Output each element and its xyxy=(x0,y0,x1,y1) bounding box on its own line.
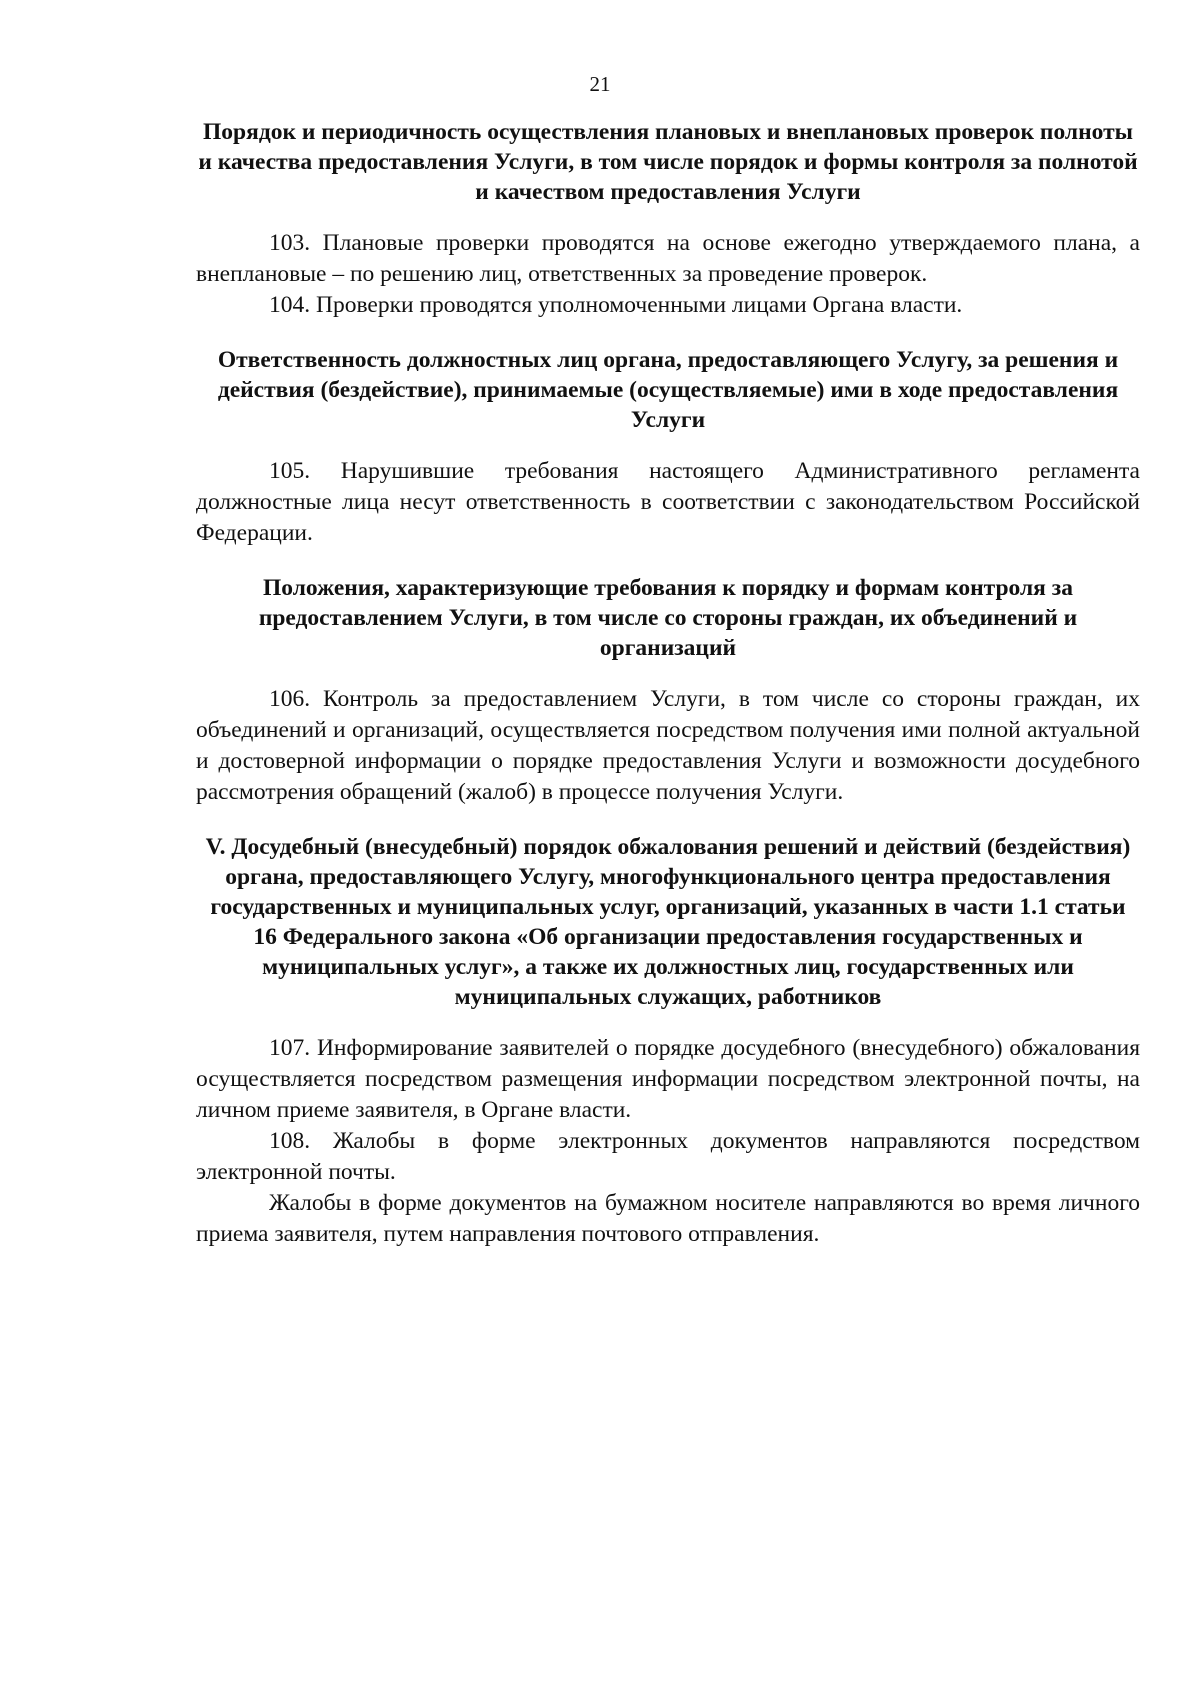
paragraph-105: 105. Нарушившие требования настоящего Административного регламента должностные лица несут ответственность в соответствии с законодательством Российской Федерации. xyxy=(196,458,1140,546)
paragraph-103: 103. Плановые проверки проводятся на основе ежегодно утверждаемого плана, а внеплановые – по решению лиц, ответственных за проведение проверок. xyxy=(196,230,1140,287)
section-heading: Положения, характеризующие требования к порядку и формам контроля за предоставлением Услуги, в том числе со стороны граждан, их объединений и организаций xyxy=(258,575,1078,661)
document-body xyxy=(196,117,1140,1250)
paragraph-108: 108. Жалобы в форме электронных документов направляются посредством электронной почты. xyxy=(196,1128,1140,1185)
section-appeal-procedure xyxy=(196,832,1140,1250)
section-heading: Порядок и периодичность осуществления плановых и внеплановых проверок полноты и качества предоставления Услуги, в том числе порядок и формы контроля за полнотой и качеством предоставления Услуги xyxy=(198,119,1138,205)
paragraph-106: 106. Контроль за предоставлением Услуги, в том числе со стороны граждан, их объединений и организаций, осуществляется посредством получения ими полной актуальной и достоверной информации о порядке предоставления Услуги и возможности досудебного рассмотрения обращений (жалоб) в процессе получения Услуги. xyxy=(196,686,1140,805)
section-responsibility xyxy=(196,345,1140,549)
section-heading: V. Досудебный (внесудебный) порядок обжалования решений и действий (бездействия) органа, предоставляющего Услугу, многофункционального центра предоставления государственных и муниципальных услуг, организаций, указанных в части 1.1 статьи 16 Федерального закона «Об организации предоставления государственных и муниципальных услуг», а также их должностных лиц, государственных или муниципальных служащих, работников xyxy=(205,834,1131,1010)
page-number: 21 xyxy=(589,72,611,96)
paragraph-104: 104. Проверки проводятся уполномоченными лицами Органа власти. xyxy=(269,292,963,318)
paragraph-108-continued: Жалобы в форме документов на бумажном носителе направляются во время личного приема заявителя, путем направления почтового отправления. xyxy=(196,1190,1140,1247)
section-control-requirements xyxy=(196,573,1140,808)
section-heading: Ответственность должностных лиц органа, предоставляющего Услугу, за решения и действия (бездействие), принимаемые (осуществляемые) ими в ходе предоставления Услуги xyxy=(217,347,1119,433)
section-inspections xyxy=(196,117,1140,321)
paragraph-107: 107. Информирование заявителей о порядке досудебного (внесудебного) обжалования осуществляется посредством размещения информации посредством электронной почты, на личном приеме заявителя, в Органе власти. xyxy=(196,1035,1140,1123)
